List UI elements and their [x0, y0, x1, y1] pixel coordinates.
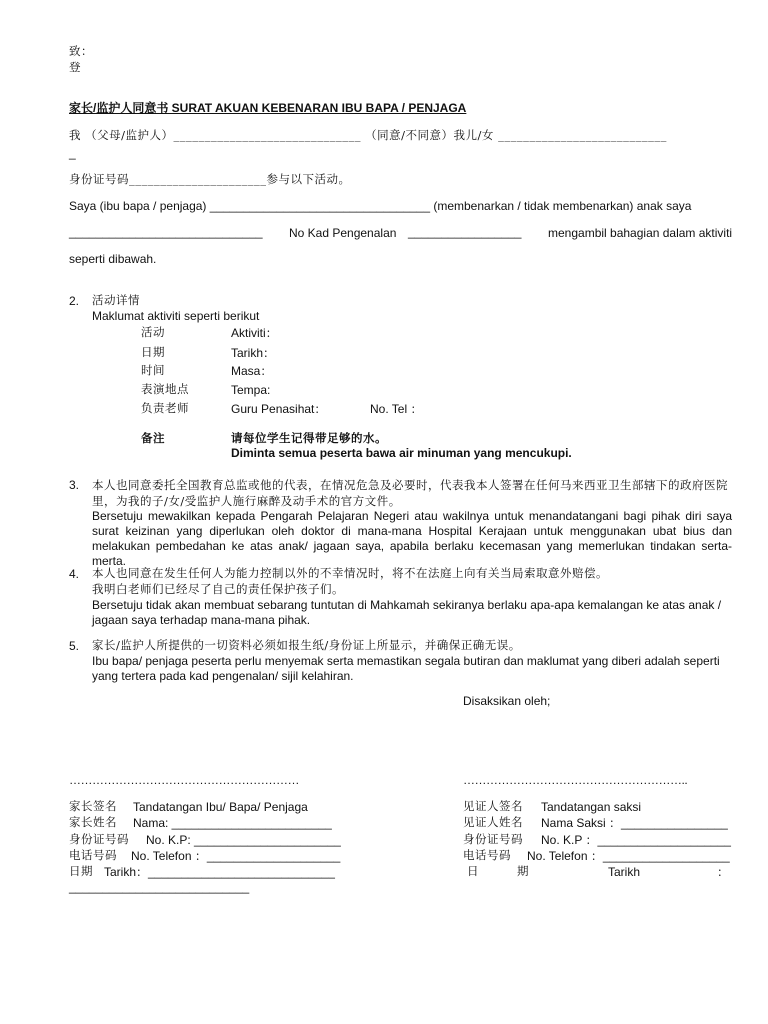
- consent-ms-line-3: seperti dibawah.: [69, 252, 157, 266]
- parent-tel-zh: 电话号码: [69, 848, 117, 862]
- consent-zh-line-2: 身份证号码______________________参与以下活动。: [69, 172, 351, 186]
- witness-tel-zh: 电话号码: [463, 848, 511, 862]
- section-4-number: 4.: [69, 567, 80, 581]
- witness-date-zh-2: 期: [517, 864, 529, 878]
- consent-zh-line-1: 我 （父母/监护人）______________________________ （同意/不同意）我儿/女 ___________________________: [69, 128, 667, 142]
- form-title: 家长/监护人同意书 SURAT AKUAN KEBENARAN IBU BAPA / PENJAGA: [69, 101, 467, 115]
- header-to: 致：: [69, 44, 93, 58]
- consent-ms-participate: mengambil bahagian dalam aktiviti: [548, 226, 733, 240]
- witness-name-zh: 见证人姓名: [463, 815, 523, 829]
- section-5-number: 5.: [69, 639, 80, 653]
- witness-ic-ms: No. K.P ：____________________: [541, 833, 731, 847]
- witness-ic-zh: 身份证号码: [463, 832, 523, 846]
- section-3-ms: Bersetuju mewakilkan kepada Pengarah Pelajaran Negeri atau wakilnya untuk menandatangani bagi pihak diri saya surat keizinan yang diperlukan oleh doktor di mana-mana Hospital Kerajaan untuk menggunakan ubat bius dan melakukan pembedahan ke atas anak/ jagaan saya, apabila berlaku kecemasan yang memerlukan tindakan serta-merta.: [92, 509, 732, 568]
- note-label: 备注: [141, 431, 165, 445]
- parent-name-zh: 家长姓名: [69, 815, 117, 829]
- teacher-label-zh: 负责老师: [141, 401, 189, 415]
- witness-signature-line: …………………………………………………..: [463, 773, 688, 787]
- parent-sign-ms: Tandatangan Ibu/ Bapa/ Penjaga: [133, 800, 308, 814]
- date-label-zh: 日期: [141, 345, 165, 359]
- section-3-zh: 本人也同意委托全国教育总监或他的代表，在情况危急及必要时，代表我本人签署在任何马来西亚卫生部辖下的政府医院里，为我的子/女/受监护人施行麻醉及动手术的官方文件。: [92, 478, 728, 508]
- parent-tel-ms: No. Telefon ：____________________: [131, 849, 341, 863]
- section-2-heading-ms: Maklumat aktiviti seperti berikut: [92, 309, 260, 323]
- venue-label-zh: 表演地点: [141, 382, 189, 396]
- consent-zh-line-1-cont: _: [69, 146, 76, 160]
- time-label-zh: 时间: [141, 363, 165, 377]
- date-label-ms: Tarikh：: [231, 346, 276, 360]
- consent-ms-line-1: Saya (ibu bapa / penjaga) _________________________________ (membenarkan / tidak membenarkan) anak saya: [69, 199, 692, 213]
- witness-name-ms: Nama Saksi ：________________: [541, 816, 728, 830]
- section-4-zh-1: 本人也同意在发生任何人为能力控制以外的不幸情况时，将不在法庭上向有关当局索取意外赔偿。: [92, 566, 608, 580]
- venue-label-ms: Tempa:: [231, 383, 271, 397]
- activity-label-zh: 活动: [141, 325, 165, 339]
- section-3-number: 3.: [69, 478, 80, 492]
- witness-sign-zh: 见证人签名: [463, 799, 523, 813]
- witnessed-by: Disaksikan oleh;: [463, 694, 551, 708]
- parent-sign-zh: 家长签名: [69, 799, 117, 813]
- section-5-ms: Ibu bapa/ penjaga peserta perlu menyemak serta memastikan segala butiran dan maklumat yang diberi adalah seperti yang tertera pada kad pengenalan/ sijil kelahiran.: [92, 654, 720, 683]
- witness-tel-ms: No. Telefon ：___________________: [527, 849, 730, 863]
- section-2-heading-zh: 活动详情: [92, 293, 140, 307]
- time-label-ms: Masa：: [231, 364, 273, 378]
- header-to-2: 登: [69, 60, 81, 74]
- consent-ms-ic-blank: _________________: [408, 225, 522, 239]
- parent-ic-ms: No. K.P: ______________________: [146, 833, 341, 847]
- witness-date-colon: ：: [717, 865, 730, 879]
- parent-ic-zh: 身份证号码: [69, 832, 129, 846]
- tel-label: No. Tel ：: [370, 402, 423, 416]
- section-5-zh: 家长/监护人所提供的一切资料必须如报生纸/身份证上所显示，并确保正确无误。: [92, 638, 521, 652]
- parent-name-ms: Nama: ________________________: [133, 816, 332, 830]
- consent-ms-ic-label: No Kad Pengenalan: [289, 226, 397, 240]
- activity-label-ms: Aktiviti：: [231, 326, 278, 340]
- teacher-label-ms: Guru Penasihat：: [231, 402, 327, 416]
- section-2-number: 2.: [69, 294, 80, 308]
- parent-signature-line: ……………………………………………………: [69, 773, 299, 787]
- note-zh: 请每位学生记得带足够的水。: [231, 431, 387, 445]
- parent-date-zh: 日期: [69, 864, 93, 878]
- section-4-zh-2: 我明白老师们已经尽了自己的责任保护孩子们。: [92, 582, 344, 596]
- witness-date-zh-1: 日: [467, 864, 479, 878]
- consent-ms-name-blank: _____________________________: [69, 225, 263, 239]
- witness-sign-ms: Tandatangan saksi: [541, 800, 642, 814]
- parent-date-ms: Tarikh：____________________________: [104, 865, 335, 879]
- witness-date-ms: Tarikh: [608, 865, 641, 879]
- note-ms: Diminta semua peserta bawa air minuman yang mencukupi.: [231, 446, 572, 460]
- parent-date-tail: ___________________________: [69, 880, 250, 894]
- section-4-ms: Bersetuju tidak akan membuat sebarang tuntutan di Mahkamah sekiranya berlaku apa-apa kemalangan ke atas anak / jagaan saya terhadap mana-mana pihak.: [92, 598, 722, 627]
